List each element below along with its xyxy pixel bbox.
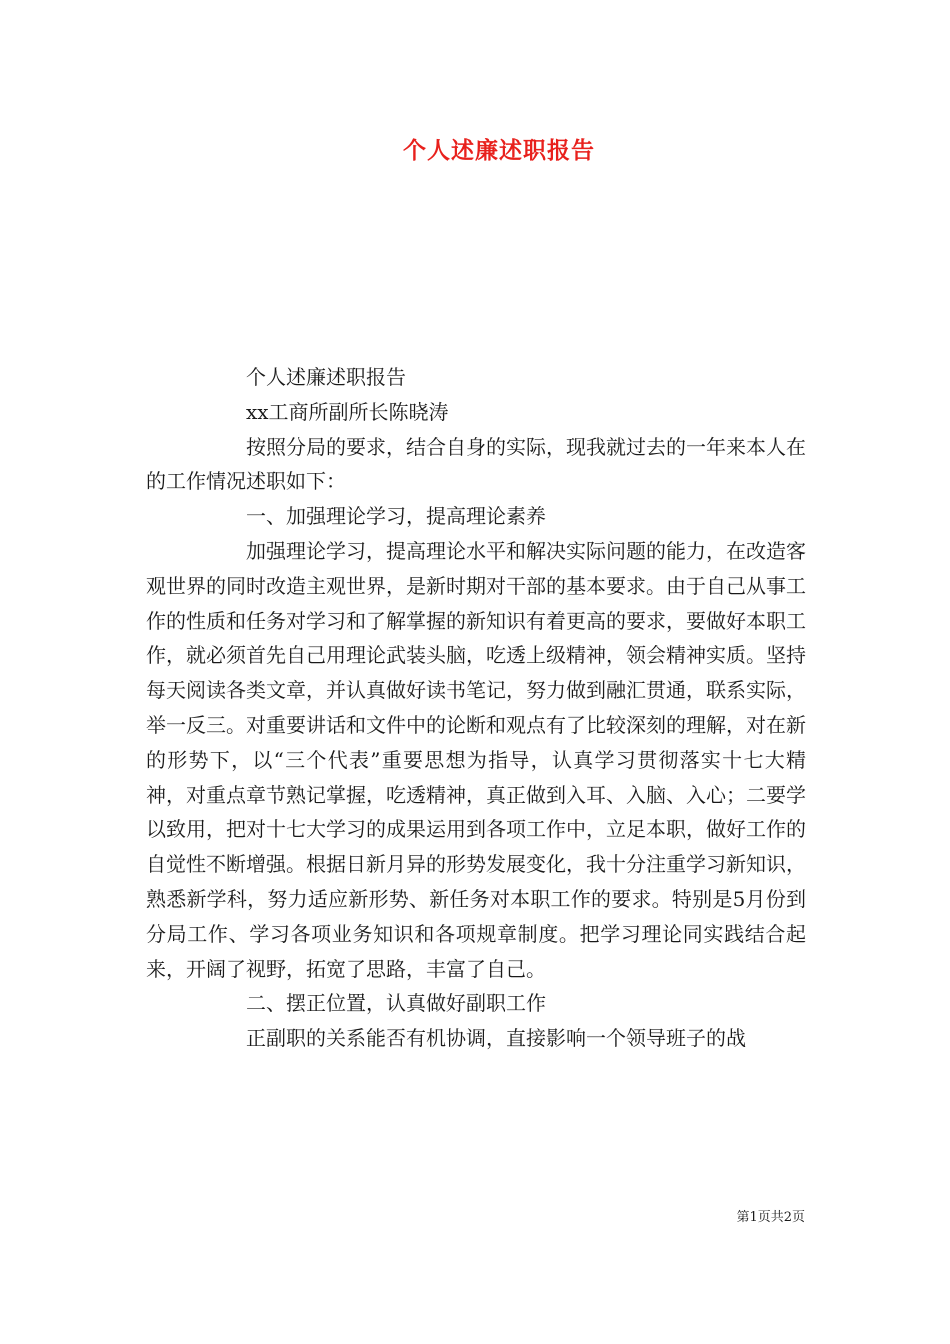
report-title-line: 个人述廉述职报告 xyxy=(246,365,406,389)
document-body xyxy=(146,360,806,1056)
section-heading-1: 一、加强理论学习，提高理论素养 xyxy=(246,504,546,529)
author-line: xx工商所副所长陈晓涛 xyxy=(246,399,449,424)
intro-paragraph: 按照分局的要求，结合自身的实际，现我就过去的一年来本人在的工作情况述职如下： xyxy=(146,434,806,494)
document-header-title: 个人述廉述职报告 xyxy=(403,137,595,164)
page-number: 第1页共2页 xyxy=(736,1210,805,1225)
section-1-paragraph: 加强理论学习，提高理论水平和解决实际问题的能力，在改造客观世界的同时改造主观世界，是新时期对干部的基本要求。由于自己从事工作的性质和任务对学习和了解掌握的新知识有着更高的要求，要做好本职工作，就必须首先自己用理论武装头脑，吃透上级精神，领会精神实质。坚持每天阅读各类文章，并认真做好读书笔记，努力做到融汇贯通，联系实际，举一反三。对重要讲话和文件中的论断和观点有了比较深刻的理解，对在新的形势下，以“三个代表”重要思想为指导，认真学习贯彻落实十七大精神，对重点章节熟记掌握，吃透精神，真正做到入耳、入脑、入心；二要学以致用，把对十七大学习的成果运用到各项工作中，立足本职，做好工作的自觉性不断增强。根据日新月异的形势发展变化，我十分注重学习新知识，熟悉新学科，努力适应新形势、新任务对本职工作的要求。特别是5月份到分局工作、学习各项业务知识和各项规章制度。把学习理论同实践结合起来，开阔了视野，拓宽了思路，丰富了自己。 xyxy=(146,538,806,981)
section-heading-2: 二、摆正位置，认真做好副职工作 xyxy=(246,991,546,1016)
section-2-paragraph: 正副职的关系能否有机协调，直接影响一个领导班子的战 xyxy=(246,1026,746,1051)
